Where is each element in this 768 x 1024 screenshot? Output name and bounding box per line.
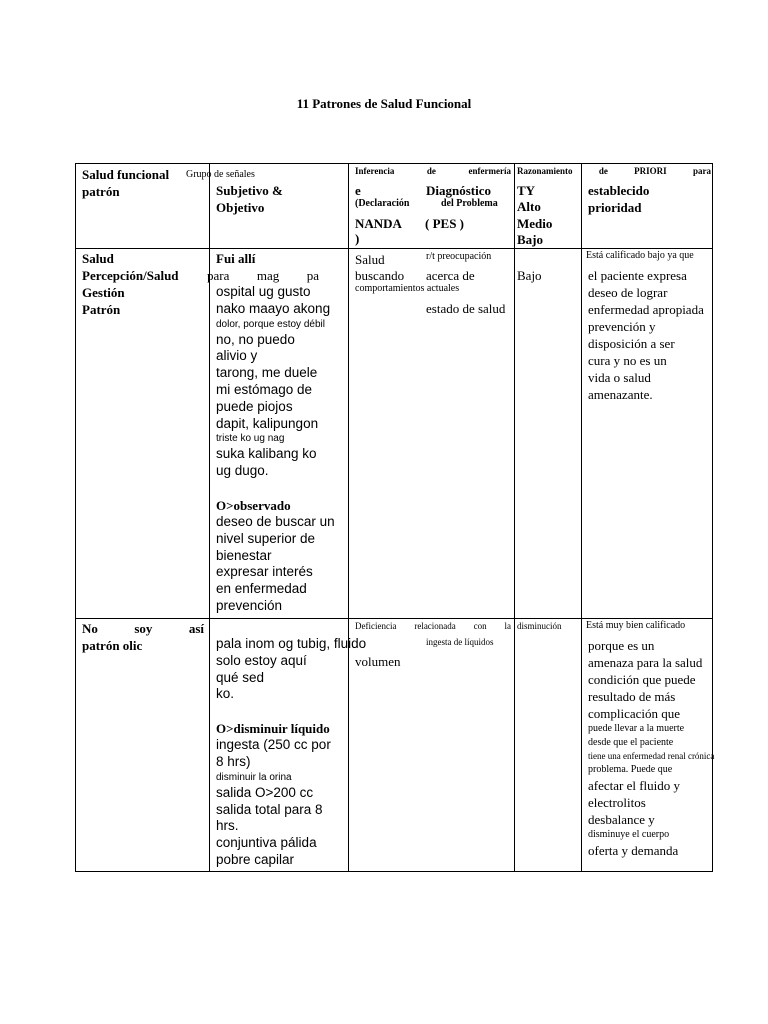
row2-obj-line: hrs. — [216, 818, 239, 834]
header-inference-cell — [349, 164, 515, 249]
row2-rationale-small: Está muy bien calificado — [586, 620, 686, 631]
row1-pattern-3: Gestión — [82, 285, 125, 300]
row2-obj-line: salida total para 8 — [216, 801, 323, 817]
row2-subj-line: qué sed — [216, 669, 265, 685]
row2-rationale-lines — [588, 637, 715, 859]
header-established-cell — [582, 164, 713, 249]
header-established-1: establecido — [588, 183, 650, 198]
row2-nanda-small: Deficiencia relacionada con la — [355, 621, 511, 631]
row2-subjective-cell — [210, 619, 367, 872]
row2-obj-line: ingesta (250 cc por — [216, 737, 331, 753]
row2-subjective-first: pala inom og tubig, fluido — [216, 636, 367, 651]
row2-rat-line: complicación que — [588, 706, 681, 721]
row1-rationale-cell — [582, 249, 713, 619]
row2-obj-line: disminuir la orina — [216, 771, 292, 783]
row2-priority-small: disminución — [517, 621, 562, 631]
row1-rat-line: el paciente expresa — [588, 268, 687, 283]
row1-diag-small: r/t preocupación — [426, 251, 492, 262]
header-declaration: (Declaración — [355, 198, 410, 209]
row2-objective-label: O>disminuir líquido — [216, 721, 330, 737]
row1-diag-1: acerca de — [426, 268, 475, 283]
header-priority-medium: Medio — [517, 216, 553, 231]
row2-rat-line: amenaza para la salud — [588, 655, 703, 670]
row1-nanda-1: Salud — [355, 252, 385, 267]
row2-rat-line: porque es un — [588, 638, 655, 653]
row2-obj-line: conjuntiva pálida — [216, 835, 317, 851]
header-subjective-2: Objetivo — [216, 200, 265, 215]
row2-subj-line: ko. — [216, 686, 235, 702]
row2-rat-line: problema. Puede que — [588, 764, 673, 775]
row2-priority-cell — [515, 619, 582, 872]
row1-obj-line: en enfermedad — [216, 581, 307, 597]
row2-rat-line: resultado de más — [588, 689, 676, 704]
row2-rat-line: desbalance y — [588, 812, 655, 827]
row1-pattern-2: Percepción/Salud — [82, 268, 179, 283]
row2-rat-line: oferta y demanda — [588, 843, 679, 858]
row2-rat-line: afectar el fluido y — [588, 778, 681, 793]
row2-obj-line: salida O>200 cc — [216, 784, 314, 800]
row1-objective-lines — [216, 514, 348, 615]
row1-obj-line: nivel superior de — [216, 530, 316, 546]
row1-rat-line: cura y no es un — [588, 353, 667, 368]
row1-subjective-first: Fui allí — [216, 251, 256, 266]
row2-rat-line: desde que el paciente — [588, 737, 674, 748]
row2-rat-line: electrolitos — [588, 795, 646, 810]
header-nanda: NANDA — [355, 216, 402, 231]
header-row — [76, 164, 713, 249]
row1-rat-line: prevención y — [588, 319, 656, 334]
row2-subjective-lines — [216, 653, 348, 703]
row2-diag-small: ingesta de líquidos — [426, 637, 494, 647]
row2-nanda-1: volumen — [355, 654, 401, 669]
header-diagnostic: Diagnóstico — [426, 183, 491, 198]
header-priority-ty: TY — [517, 183, 536, 198]
row2-rat-line: tiene una enfermedad renal crónica — [588, 751, 715, 761]
row2-obj-line: 8 hrs) — [216, 753, 251, 769]
document-title: 11 Patrones de Salud Funcional — [296, 96, 472, 111]
row1-rationale-small: Está calificado bajo ya que — [586, 250, 694, 261]
header-nanda-close: ) — [355, 231, 360, 246]
nursing-assessment-table — [75, 163, 713, 872]
row1-obj-line: prevención — [216, 597, 283, 613]
row1-pattern-cell — [76, 249, 210, 619]
header-priority-low: Bajo — [517, 232, 543, 247]
row1-subj-line: nako maayo akong — [216, 300, 331, 316]
row1-subjective-lines — [216, 284, 348, 480]
row1-subjective-cell — [207, 249, 349, 619]
row1-subj-line: tarong, me duele — [216, 365, 318, 381]
header-inference-e: e — [355, 183, 361, 198]
header-cue-group: Grupo de señales — [186, 169, 255, 180]
header-problem: del Problema — [441, 198, 498, 209]
row1-obj-line: expresar interés — [216, 564, 313, 580]
header-inference-top: Inferencia de enfermería — [355, 166, 511, 176]
header-priority-high: Alto — [517, 199, 541, 214]
row1-rat-line: disposición a ser — [588, 336, 675, 351]
row2-pattern-just: No soy así — [82, 621, 204, 636]
row1-nanda-small: comportamientos actuales — [355, 283, 460, 294]
row2-pattern-2: patrón olic — [82, 638, 143, 653]
row1-nanda-cell — [349, 249, 515, 619]
row2-obj-line: pobre capilar — [216, 851, 295, 867]
row1-subj-line: alivio y — [216, 348, 258, 364]
row1-objective-label: O>observado — [216, 497, 291, 513]
row1-subj-line: puede piojos — [216, 398, 293, 414]
header-subjective-cell — [210, 164, 349, 249]
row2-objective-lines — [216, 737, 348, 869]
row1-subj-line: no, no puedo — [216, 331, 295, 347]
row1-diag-2: estado de salud — [426, 301, 506, 316]
row1-rat-line: deseo de lograr — [588, 285, 668, 300]
row1-subjective-just: para mag pa — [207, 268, 319, 283]
row1-pattern-4: Patrón — [82, 302, 121, 317]
row1-nanda-2: buscando — [355, 268, 405, 283]
row1-rat-line: amenazante. — [588, 387, 653, 402]
row1-subj-line: triste ko ug nag — [216, 433, 285, 445]
header-pattern-1: Salud funcional — [82, 167, 170, 182]
row1-subj-line: suka kalibang ko — [216, 446, 317, 462]
row1-subj-line: ospital ug gusto — [216, 284, 311, 299]
header-subjective-1: Subjetivo & — [216, 183, 283, 198]
header-rationale-top: Razonamiento de PRIORI para — [517, 166, 711, 176]
row1-obj-line: deseo de buscar un — [216, 513, 335, 529]
row1-subj-line: dapit, kalipungon — [216, 415, 319, 431]
header-pattern-2: patrón — [82, 184, 120, 199]
row1-subj-line: ug dugo. — [216, 463, 269, 479]
row1-rat-line: enfermedad apropiada — [588, 302, 704, 317]
row2-pattern-cell — [76, 619, 210, 872]
row2-nanda-cell — [349, 619, 515, 872]
header-pes: ( PES ) — [425, 216, 464, 231]
row2-subj-line: solo estoy aquí — [216, 652, 307, 668]
row1-subj-line: mi estómago de — [216, 381, 313, 397]
row1-obj-line: bienestar — [216, 547, 272, 563]
row1-subj-line: dolor, porque estoy débil — [216, 318, 325, 330]
row1-pattern-1: Salud — [82, 251, 114, 266]
row1-rat-line: vida o salud — [588, 370, 651, 385]
row2-rat-line: puede llevar a la muerte — [588, 723, 685, 734]
pattern-row-nutrition — [76, 619, 713, 872]
row1-priority: Bajo — [517, 268, 542, 283]
pattern-row-health-perception — [76, 249, 713, 619]
row2-rationale-cell — [582, 619, 713, 872]
row1-rationale-lines — [588, 267, 712, 403]
header-established-2: prioridad — [588, 200, 642, 215]
row2-rat-line: disminuye el cuerpo — [588, 829, 670, 840]
row2-rat-line: condición que puede — [588, 672, 696, 687]
row1-priority-cell — [515, 249, 582, 619]
